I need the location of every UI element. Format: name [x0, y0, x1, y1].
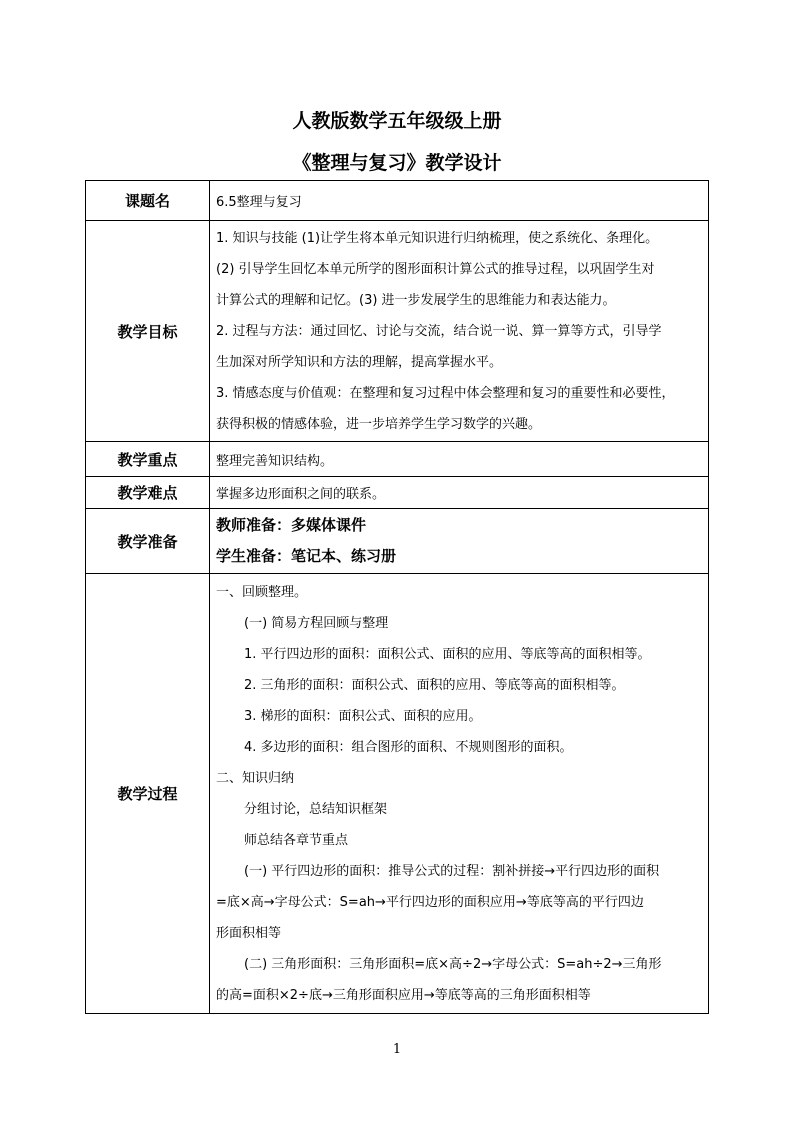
row-objectives	[86, 221, 709, 442]
text-line: 1. 知识与技能 (1)让学生将本单元知识进行归纳梳理，使之系统化、条理化。	[216, 230, 659, 246]
value-preparation	[210, 509, 709, 574]
text-line: 2. 三角形的面积：面积公式、面积的应用、等底等高的面积相等。	[244, 677, 625, 693]
label-objectives: 教学目标	[86, 221, 210, 442]
lesson-plan-table	[85, 180, 709, 1014]
value-process	[210, 574, 709, 1014]
text-line: 2. 过程与方法：通过回忆、讨论与交流，结合说一说、算一算等方式，引导学	[216, 323, 662, 339]
text-line: 一、回顾整理。	[216, 584, 308, 600]
label-difficulties: 教学难点	[86, 477, 210, 509]
value-objectives	[210, 221, 709, 442]
value-difficulties: 掌握多边形面积之间的联系。	[210, 477, 709, 509]
text-line: 的高=面积×2÷底→三角形面积应用→等底等高的三角形面积相等	[216, 987, 591, 1003]
text-line: 1. 平行四边形的面积：面积公式、面积的应用、等底等高的面积相等。	[244, 646, 651, 662]
text-line: (一) 简易方程回顾与整理	[244, 615, 389, 631]
text-line: 3. 梯形的面积：面积公式、面积的应用。	[244, 708, 482, 724]
text-line: =底×高→字母公式：S=ah→平行四边形的面积应用→等底等高的平行四边	[216, 894, 644, 910]
page-number: 1	[392, 1042, 402, 1057]
text-line: (二) 三角形面积：三角形面积=底×高÷2→字母公式：S=ah÷2→三角形	[244, 956, 662, 972]
value-key-points: 整理完善知识结构。	[210, 442, 709, 477]
label-topic: 课题名	[86, 181, 210, 221]
label-preparation: 教学准备	[86, 509, 210, 574]
text-line: (2) 引导学生回忆本单元所学的图形面积计算公式的推导过程，以巩固学生对	[216, 261, 655, 277]
label-key-points: 教学重点	[86, 442, 210, 477]
text-line: 获得积极的情感体验，进一步培养学生学习数学的兴趣。	[216, 416, 542, 432]
text-line: 师总结各章节重点	[244, 832, 349, 848]
row-preparation	[86, 509, 709, 574]
row-topic	[86, 181, 709, 221]
student-preparation: 学生准备：笔记本、练习册	[216, 547, 397, 565]
text-line: 4. 多边形的面积：组合图形的面积、不规则图形的面积。	[244, 739, 573, 755]
text-line: 二、知识归纳	[216, 770, 295, 786]
text-line: 计算公式的理解和记忆。(3) 进一步发展学生的思维能力和表达能力。	[216, 292, 616, 308]
text-line: 形面积相等	[216, 925, 282, 941]
document-subtitle: 《整理与复习》教学设计	[292, 152, 502, 174]
text-line: 3. 情感态度与价值观：在整理和复习过程中体会整理和复习的重要性和必要性，	[216, 385, 675, 401]
text-line: (一) 平行四边形的面积：推导公式的过程：割补拼接→平行四边形的面积	[244, 863, 660, 879]
row-difficulties	[86, 477, 709, 509]
text-line: 生加深对所学知识和方法的理解，提高掌握水平。	[216, 354, 503, 370]
row-key-points	[86, 442, 709, 477]
value-topic: 6.5整理与复习	[210, 181, 709, 221]
row-process	[86, 574, 709, 1014]
text-line: 分组讨论，总结知识框架	[244, 801, 388, 817]
document-title: 人教版数学五年级级上册	[292, 110, 502, 132]
teacher-preparation: 教师准备：多媒体课件	[216, 516, 367, 534]
label-process: 教学过程	[86, 574, 210, 1014]
